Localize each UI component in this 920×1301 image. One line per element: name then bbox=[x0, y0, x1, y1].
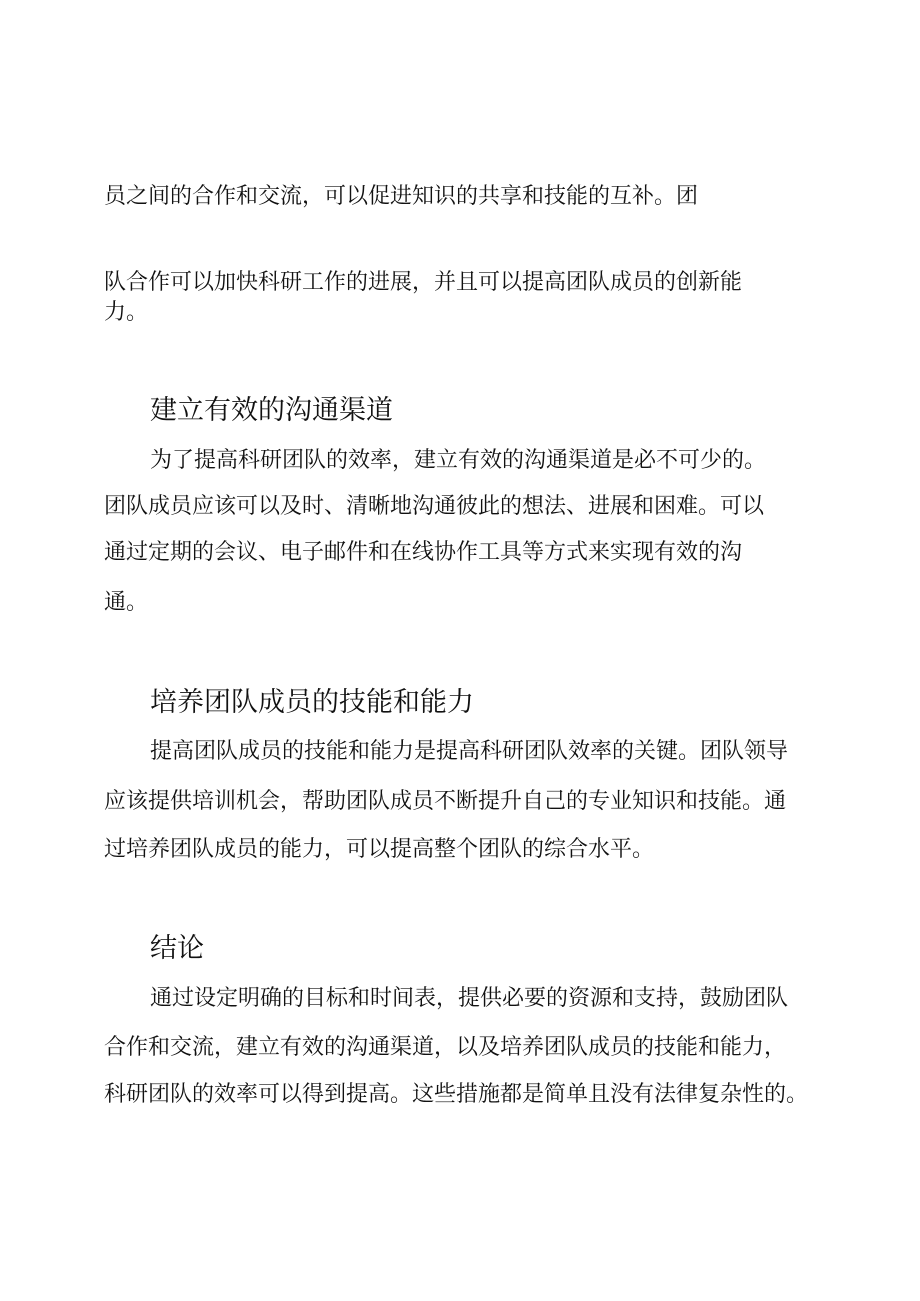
paragraph-line: 员之间的合作和交流，可以促进知识的共享和技能的互补。团 bbox=[104, 184, 699, 209]
paragraph-line: 合作和交流，建立有效的沟通渠道，以及培养团队成员的技能和能力， bbox=[104, 1035, 787, 1060]
paragraph-line: 团队成员应该可以及时、清晰地沟通彼此的想法、进展和困难。可以 bbox=[104, 494, 765, 519]
section-heading: 结论 bbox=[150, 933, 204, 964]
paragraph-line: 通。 bbox=[104, 590, 149, 615]
section-heading: 建立有效的沟通渠道 bbox=[150, 395, 393, 426]
paragraph-line: 队合作可以加快科研工作的进展，并且可以提高团队成员的创新能 bbox=[104, 270, 743, 295]
section-heading: 培养团队成员的技能和能力 bbox=[150, 687, 474, 718]
paragraph-line: 应该提供培训机会，帮助团队成员不断提升自己的专业知识和技能。通 bbox=[104, 789, 787, 814]
paragraph-line: 通过定期的会议、电子邮件和在线协作工具等方式来实现有效的沟 bbox=[104, 540, 743, 565]
paragraph-line: 力。 bbox=[104, 300, 149, 325]
paragraph-line: 过培养团队成员的能力，可以提高整个团队的综合水平。 bbox=[104, 837, 655, 862]
paragraph-line: 科研团队的效率可以得到提高。这些措施都是简单且没有法律复杂性的。 bbox=[104, 1082, 809, 1107]
paragraph-line: 为了提高科研团队的效率，建立有效的沟通渠道是必不可少的。 bbox=[150, 448, 767, 473]
paragraph-line: 通过设定明确的目标和时间表，提供必要的资源和支持，鼓励团队 bbox=[150, 986, 789, 1011]
paragraph-line: 提高团队成员的技能和能力是提高科研团队效率的关键。团队领导 bbox=[150, 739, 789, 764]
